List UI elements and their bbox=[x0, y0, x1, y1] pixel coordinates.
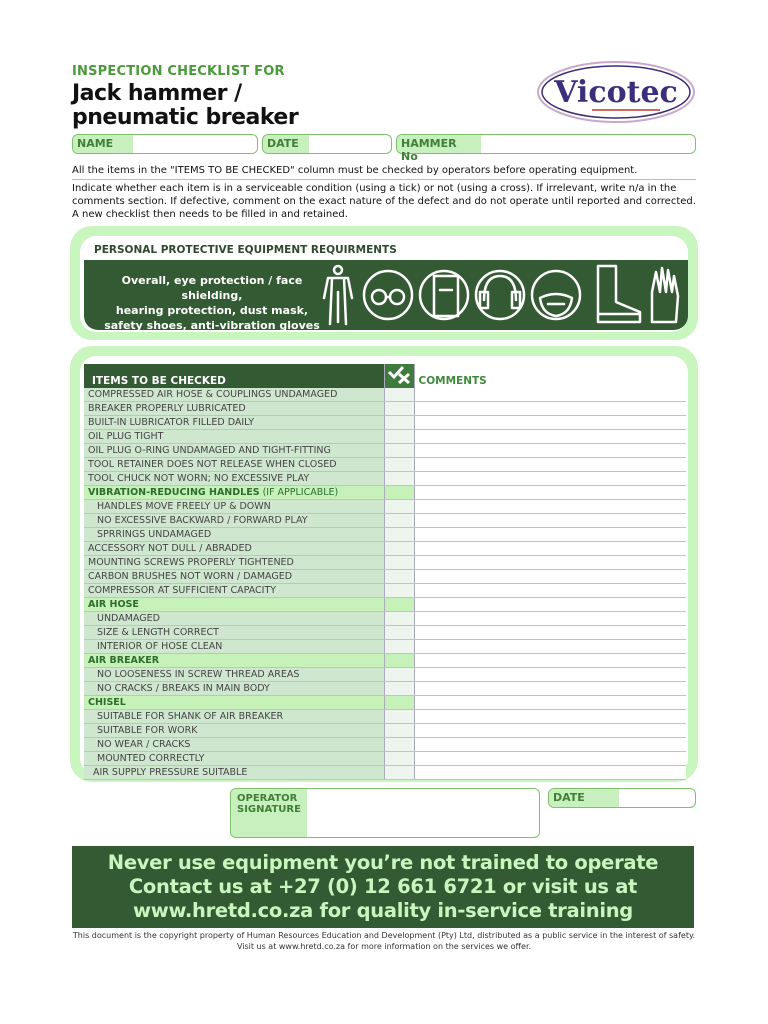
tick-cross-cell[interactable] bbox=[384, 528, 414, 542]
operator-signature-label bbox=[231, 789, 307, 837]
tick-cross-cell[interactable] bbox=[384, 682, 414, 696]
comment-cell[interactable] bbox=[414, 514, 686, 528]
banner-line-1: Never use equipment you’re not trained to operate bbox=[107, 851, 659, 874]
checklist-row bbox=[84, 486, 686, 500]
row-subtext: (IF APPLICABLE) bbox=[259, 487, 339, 498]
row-text: INTERIOR OF HOSE CLEAN bbox=[97, 641, 223, 652]
row-text: SPRRINGS UNDAMAGED bbox=[97, 529, 212, 540]
checklist-item-label bbox=[84, 640, 384, 654]
comment-cell[interactable] bbox=[414, 724, 686, 738]
date-label: DATE bbox=[263, 135, 309, 153]
checklist-item-label bbox=[84, 766, 384, 780]
checklist-item-label bbox=[84, 430, 384, 444]
comment-cell[interactable] bbox=[414, 682, 686, 696]
tick-cross-header bbox=[384, 364, 414, 388]
checklist-header-row bbox=[84, 364, 686, 388]
comment-cell[interactable] bbox=[414, 668, 686, 682]
checklist-item-label bbox=[84, 514, 384, 528]
tick-cross-cell[interactable] bbox=[384, 710, 414, 724]
checklist-row bbox=[84, 696, 686, 710]
comment-cell[interactable] bbox=[414, 584, 686, 598]
footer-line-2: Visit us at www.hretd.co.za for more information on the services we offer. bbox=[236, 942, 532, 951]
copyright-footer bbox=[60, 930, 708, 952]
checklist-row bbox=[84, 500, 686, 514]
tick-cross-cell[interactable] bbox=[384, 626, 414, 640]
checklist-table bbox=[84, 364, 686, 780]
row-text: NO WEAR / CRACKS bbox=[97, 739, 191, 750]
row-text: BREAKER PROPERLY LUBRICATED bbox=[88, 403, 246, 414]
comment-cell[interactable] bbox=[414, 486, 686, 500]
page-title bbox=[72, 82, 298, 130]
title-line-1: Jack hammer / bbox=[72, 81, 242, 106]
checklist-item-label bbox=[84, 584, 384, 598]
checklist-row bbox=[84, 556, 686, 570]
row-text: AIR SUPPLY PRESSURE SUITABLE bbox=[93, 767, 248, 778]
row-text: AIR HOSE bbox=[88, 599, 139, 610]
comment-cell[interactable] bbox=[414, 710, 686, 724]
comment-cell[interactable] bbox=[414, 612, 686, 626]
checklist-item-label bbox=[84, 416, 384, 430]
checklist-row bbox=[84, 724, 686, 738]
comment-cell[interactable] bbox=[414, 416, 686, 430]
comment-cell[interactable] bbox=[414, 766, 686, 780]
tick-cross-cell[interactable] bbox=[384, 654, 414, 668]
checklist-row bbox=[84, 598, 686, 612]
signature-date-field[interactable] bbox=[548, 788, 696, 808]
tick-cross-cell[interactable] bbox=[384, 668, 414, 682]
checklist-row bbox=[84, 444, 686, 458]
checklist-item-label bbox=[84, 402, 384, 416]
hammer-number-label: HAMMER No bbox=[397, 135, 481, 153]
checklist-item-label bbox=[84, 388, 384, 402]
checklist-row bbox=[84, 458, 686, 472]
checklist-row bbox=[84, 416, 686, 430]
row-text: CARBON BRUSHES NOT WORN / DAMAGED bbox=[88, 571, 293, 582]
checklist-row bbox=[84, 472, 686, 486]
safety-shoe-icon bbox=[598, 266, 640, 322]
title-line-2: pneumatic breaker bbox=[72, 105, 299, 130]
gloves-icon bbox=[652, 268, 678, 322]
checklist-item-label bbox=[84, 542, 384, 556]
row-text: CHISEL bbox=[88, 697, 126, 708]
signature-label-line-1: OPERATOR bbox=[237, 793, 298, 804]
tick-cross-cell[interactable] bbox=[384, 598, 414, 612]
comment-cell[interactable] bbox=[414, 500, 686, 514]
row-text: UNDAMAGED bbox=[97, 613, 160, 624]
date-field[interactable] bbox=[262, 134, 392, 154]
ppe-line-2: hearing protection, dust mask, bbox=[115, 304, 309, 317]
comment-cell[interactable] bbox=[414, 444, 686, 458]
comment-cell[interactable] bbox=[414, 402, 686, 416]
comment-cell[interactable] bbox=[414, 528, 686, 542]
checklist-row bbox=[84, 388, 686, 402]
dust-mask-icon bbox=[532, 271, 580, 319]
comment-cell[interactable] bbox=[414, 556, 686, 570]
row-text: TOOL RETAINER DOES NOT RELEASE WHEN CLOSED bbox=[88, 459, 337, 470]
tick-cross-cell[interactable] bbox=[384, 696, 414, 710]
checklist-row bbox=[84, 626, 686, 640]
row-text: OIL PLUG O-RING UNDAMAGED AND TIGHT-FITTING bbox=[88, 445, 331, 456]
tick-cross-cell[interactable] bbox=[384, 612, 414, 626]
checklist-item-label bbox=[84, 724, 384, 738]
face-shield-icon bbox=[420, 271, 468, 319]
tick-cross-cell[interactable] bbox=[384, 416, 414, 430]
row-text: SIZE & LENGTH CORRECT bbox=[97, 627, 219, 638]
checklist-row bbox=[84, 570, 686, 584]
row-text: MOUNTING SCREWS PROPERLY TIGHTENED bbox=[88, 557, 294, 568]
checklist-item-label bbox=[84, 556, 384, 570]
checklist-item-label bbox=[84, 528, 384, 542]
ppe-line-3: safety shoes, anti-vibration gloves bbox=[104, 319, 320, 332]
name-field[interactable] bbox=[72, 134, 258, 154]
comment-cell[interactable] bbox=[414, 640, 686, 654]
comment-cell[interactable] bbox=[414, 654, 686, 668]
ppe-line-1: Overall, eye protection / face shielding, bbox=[121, 274, 303, 302]
checklist-row bbox=[84, 528, 686, 542]
section-heading bbox=[84, 598, 384, 612]
ppe-heading: PERSONAL PROTECTIVE EQUIPMENT REQUIRMENTS bbox=[94, 244, 397, 256]
instruction-paragraph: Indicate whether each item is in a serviceable condition (using a tick) or not (using a cross). If irrelevant, write n/a in the comments section. If defective, comment on the exact nature of the defect and do not operate until reported and corrected. A new checklist then needs to be filled in and retained. bbox=[72, 183, 696, 220]
checklist-item-label bbox=[84, 612, 384, 626]
tick-cross-cell[interactable] bbox=[384, 514, 414, 528]
comment-cell[interactable] bbox=[414, 388, 686, 402]
checklist-row bbox=[84, 584, 686, 598]
checklist-row bbox=[84, 710, 686, 724]
comment-cell[interactable] bbox=[414, 430, 686, 444]
checklist-item-label bbox=[84, 626, 384, 640]
tick-cross-cell[interactable] bbox=[384, 444, 414, 458]
checklist-item-label bbox=[84, 752, 384, 766]
tick-cross-icon bbox=[385, 364, 413, 384]
comment-cell[interactable] bbox=[414, 472, 686, 486]
tick-cross-cell[interactable] bbox=[384, 640, 414, 654]
checklist-row bbox=[84, 640, 686, 654]
checklist-row bbox=[84, 430, 686, 444]
checklist-item-label bbox=[84, 738, 384, 752]
section-heading bbox=[84, 654, 384, 668]
row-text: NO LOOSENESS IN SCREW THREAD AREAS bbox=[97, 669, 300, 680]
row-text: COMPRESSOR AT SUFFICIENT CAPACITY bbox=[88, 585, 277, 596]
instruction-line-1: All the items in the "ITEMS TO BE CHECKED" column must be checked by operators before operating equipment. bbox=[72, 165, 638, 176]
checklist-item-label bbox=[84, 682, 384, 696]
tick-cross-cell[interactable] bbox=[384, 584, 414, 598]
banner-line-2: Contact us at +27 (0) 12 661 6721 or visit us at bbox=[128, 875, 638, 898]
signature-date-label: DATE bbox=[549, 789, 619, 807]
checklist-row bbox=[84, 542, 686, 556]
comment-cell[interactable] bbox=[414, 626, 686, 640]
checklist-row bbox=[84, 402, 686, 416]
comment-cell[interactable] bbox=[414, 598, 686, 612]
comment-cell[interactable] bbox=[414, 696, 686, 710]
row-text: BUILT-IN LUBRICATOR FILLED DAILY bbox=[88, 417, 255, 428]
tick-cross-cell[interactable] bbox=[384, 458, 414, 472]
tick-cross-cell[interactable] bbox=[384, 486, 414, 500]
row-text: MOUNTED CORRECTLY bbox=[97, 753, 205, 764]
signature-label-line-2: SIGNATURE bbox=[237, 804, 301, 815]
hammer-number-field[interactable] bbox=[396, 134, 696, 163]
tick-cross-cell[interactable] bbox=[384, 556, 414, 570]
logo-text: Vicotec bbox=[554, 75, 678, 110]
items-header: ITEMS TO BE CHECKED bbox=[84, 364, 384, 388]
comment-cell[interactable] bbox=[414, 752, 686, 766]
vicotec-logo bbox=[536, 60, 696, 124]
checklist-item-label bbox=[84, 500, 384, 514]
tick-cross-cell[interactable] bbox=[384, 500, 414, 514]
section-heading bbox=[84, 696, 384, 710]
comments-header: COMMENTS bbox=[414, 364, 686, 388]
tick-cross-cell[interactable] bbox=[384, 766, 414, 780]
ppe-icons bbox=[318, 262, 688, 328]
overall-icon bbox=[324, 266, 352, 324]
row-text: AIR BREAKER bbox=[88, 655, 160, 666]
row-text: SUITABLE FOR WORK bbox=[97, 725, 198, 736]
checklist-row bbox=[84, 654, 686, 668]
tick-cross-cell[interactable] bbox=[384, 388, 414, 402]
comment-cell[interactable] bbox=[414, 458, 686, 472]
ppe-description bbox=[98, 273, 326, 333]
tick-cross-cell[interactable] bbox=[384, 430, 414, 444]
checklist-row bbox=[84, 752, 686, 766]
row-text: SUITABLE FOR SHANK OF AIR BREAKER bbox=[97, 711, 284, 722]
tick-cross-cell[interactable] bbox=[384, 570, 414, 584]
comment-cell[interactable] bbox=[414, 738, 686, 752]
checklist-item-label bbox=[84, 668, 384, 682]
checklist-item-label bbox=[84, 472, 384, 486]
tick-cross-cell[interactable] bbox=[384, 724, 414, 738]
checklist-item-label bbox=[84, 710, 384, 724]
checklist-row bbox=[84, 612, 686, 626]
checklist-row bbox=[84, 682, 686, 696]
section-heading bbox=[84, 486, 384, 500]
hearing-protection-icon bbox=[476, 271, 524, 319]
comment-cell[interactable] bbox=[414, 542, 686, 556]
row-text: COMPRESSED AIR HOSE & COUPLINGS UNDAMAGED bbox=[88, 389, 338, 400]
row-text: ACCESSORY NOT DULL / ABRADED bbox=[88, 543, 252, 554]
checklist-row bbox=[84, 514, 686, 528]
tick-cross-cell[interactable] bbox=[384, 402, 414, 416]
training-banner bbox=[72, 846, 694, 928]
checklist-item-label bbox=[84, 444, 384, 458]
checklist-subtitle: INSPECTION CHECKLIST FOR bbox=[72, 64, 285, 79]
goggles-icon bbox=[364, 271, 412, 319]
name-label: NAME bbox=[73, 135, 133, 153]
checklist-row bbox=[84, 766, 686, 780]
row-text: HANDLES MOVE FREELY UP & DOWN bbox=[97, 501, 271, 512]
row-text: NO EXCESSIVE BACKWARD / FORWARD PLAY bbox=[97, 515, 308, 526]
footer-line-1: This document is the copyright property of Human Resources Education and Development (Pty) Ltd, distributed as a public service in the interest of safety. bbox=[72, 931, 696, 940]
divider bbox=[72, 179, 696, 180]
banner-line-3: www.hretd.co.za for quality in-service training bbox=[133, 899, 633, 922]
row-text: TOOL CHUCK NOT WORN; NO EXCESSIVE PLAY bbox=[88, 473, 310, 484]
tick-cross-cell[interactable] bbox=[384, 738, 414, 752]
comment-cell[interactable] bbox=[414, 570, 686, 584]
checklist-row bbox=[84, 738, 686, 752]
tick-cross-cell[interactable] bbox=[384, 542, 414, 556]
checklist-row bbox=[84, 668, 686, 682]
row-text: NO CRACKS / BREAKS IN MAIN BODY bbox=[97, 683, 270, 694]
checklist-item-label bbox=[84, 570, 384, 584]
tick-cross-cell[interactable] bbox=[384, 472, 414, 486]
row-text: VIBRATION-REDUCING HANDLES bbox=[88, 487, 260, 498]
tick-cross-cell[interactable] bbox=[384, 752, 414, 766]
checklist-item-label bbox=[84, 458, 384, 472]
row-text: OIL PLUG TIGHT bbox=[88, 431, 164, 442]
